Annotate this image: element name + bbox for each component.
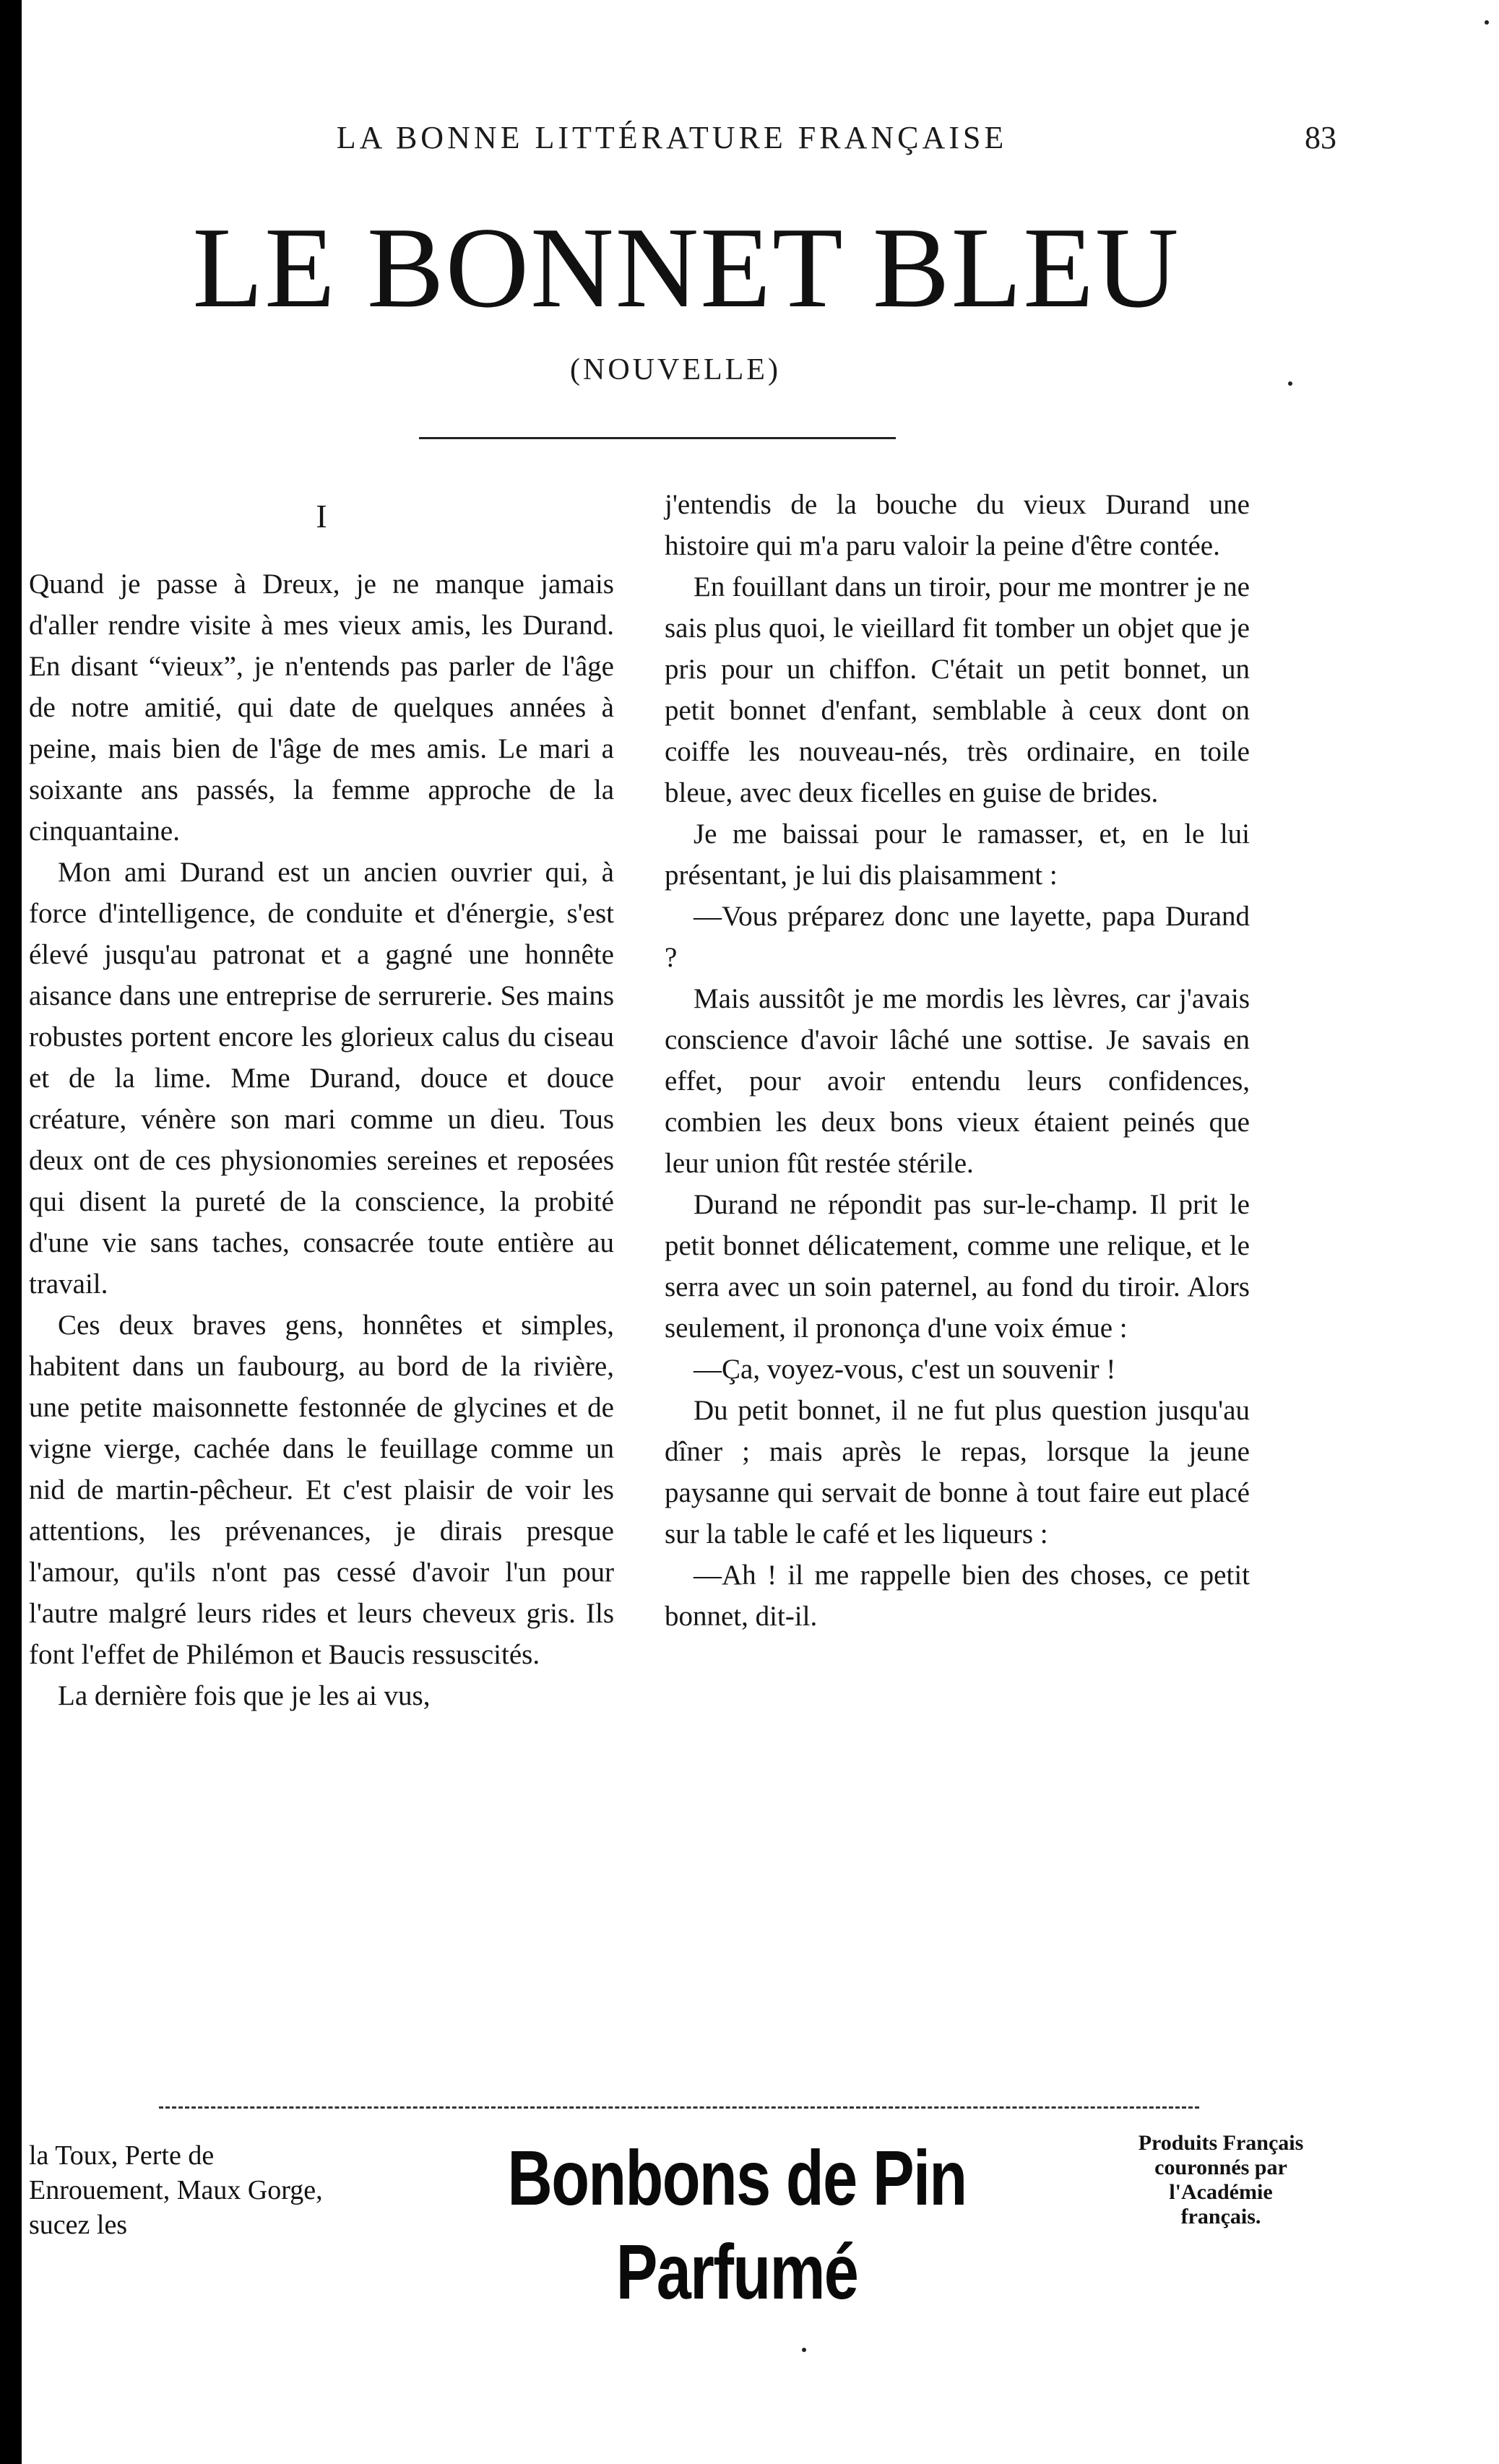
paragraph: j'entendis de la bouche du vieux Durand une histoire qui m'a paru valoir la peine d'être contée. (665, 489, 1250, 561)
title-rule (419, 437, 896, 439)
paragraph: —Ah ! il me rappelle bien des choses, ce petit bonnet, dit-il. (665, 1560, 1250, 1632)
paragraph: Du petit bonnet, il ne fut plus question jusqu'au dîner ; mais après le repas, lorsque la jeune paysanne qui servait de bonne à tout faire eut placé sur la table le café et les liqueurs : (665, 1395, 1250, 1549)
page-number: 83 (1305, 120, 1336, 155)
paragraph: Durand ne répondit pas sur-le-champ. Il prit le petit bonnet délicatement, comme une relique, et le serra avec un soin paternel, au fond du tiroir. Alors seulement, il prononça d'une voix émue : (665, 1189, 1250, 1344)
section-number: I (316, 498, 327, 535)
paragraph: En fouillant dans un tiroir, pour me montrer je ne sais plus quoi, le vieillard fit tomber un objet que je pris pour un chiffon. C'était un petit bonnet, un petit bonnet d'enfant, semblable à ceux dont on coiffe les nouveau-nés, très ordinaire, en toile bleue, avec deux ficelles en guise de brides. (665, 571, 1250, 808)
ad-left-text: la Toux, Perte de Enrouement, Maux Gorge, sucez les (29, 2140, 323, 2240)
ad-right-line: français. (1180, 2205, 1261, 2229)
running-header: LA BONNE LITTÉRATURE FRANÇAISE (336, 120, 1008, 155)
ad-separator-rule (159, 2106, 1199, 2109)
advertisement (22, 2117, 1488, 2315)
scan-speck (1288, 381, 1292, 386)
article-subtitle: (NOUVELLE) (570, 353, 781, 386)
ad-right-text (1076, 2131, 1365, 2229)
scan-speck (802, 2348, 806, 2352)
paragraph: Quand je passe à Dreux, je ne manque jamais d'aller rendre visite à mes vieux amis, les Durand. En disant “vieux”, je n'entends pas parler de l'âge de notre amitié, qui date de quelques années à peine, mais bien de l'âge de mes amis. Le mari a soixante ans passés, la femme approche de la cinquantaine. (29, 569, 614, 847)
article-title: LE BONNET BLEU (192, 203, 1180, 332)
ad-right-line: couronnés par (1154, 2156, 1287, 2179)
paragraph: Je me baissai pour le ramasser, et, en le lui présentant, je lui dis plaisamment : (665, 818, 1250, 891)
paragraph: La dernière fois que je les ai vus, (58, 1680, 431, 1711)
right-column (665, 484, 1250, 1637)
ad-right-line: Produits Français (1138, 2131, 1304, 2155)
ad-brand: Bonbons de Pin Parfumé (507, 2134, 967, 2315)
paragraph: Mais aussitôt je me mordis les lèvres, car j'avais conscience d'avoir lâché une sottise. Je savais en effet, pour avoir entendu leurs confidences, combien les deux bons vieux étaient peinés que leur union fût restée stérile. (665, 983, 1250, 1179)
paragraph: —Ça, voyez-vous, c'est un souvenir ! (694, 1354, 1116, 1385)
paragraph: Mon ami Durand est un ancien ouvrier qui, à force d'intelligence, de conduite et d'énergie, s'est élevé jusqu'au patronat et a gagné une honnête aisance dans une entreprise de serrurerie. Ses mains robustes portent encore les glorieux calus du ciseau et de la lime. Mme Durand, douce et douce créature, vénère son mari comme un dieu. Tous deux ont de ces physionomies sereines et reposées qui disent la pureté de la conscience, la probité d'une vie sans taches, consacrée toute entière au travail. (29, 857, 614, 1300)
left-column (29, 484, 614, 1716)
paragraph: Ces deux braves gens, honnêtes et simples, habitent dans un faubourg, au bord de la rivière, une petite maisonnette festonnée de glycines et de vigne vierge, cachée dans le feuillage comme un nid de martin-pêcheur. Et c'est plaisir de voir les attentions, les prévenances, je dirais presque l'amour, qu'ils n'ont pas cessé d'avoir l'un pour l'autre malgré leurs rides et leurs cheveux gris. Ils font l'effet de Philémon et Baucis ressuscités. (29, 1310, 614, 1670)
ad-right-line: l'Académie (1169, 2180, 1273, 2204)
paragraph: —Vous préparez donc une layette, papa Durand ? (665, 901, 1250, 973)
scan-binding-shadow (0, 0, 22, 2464)
scan-speck (1485, 20, 1489, 25)
